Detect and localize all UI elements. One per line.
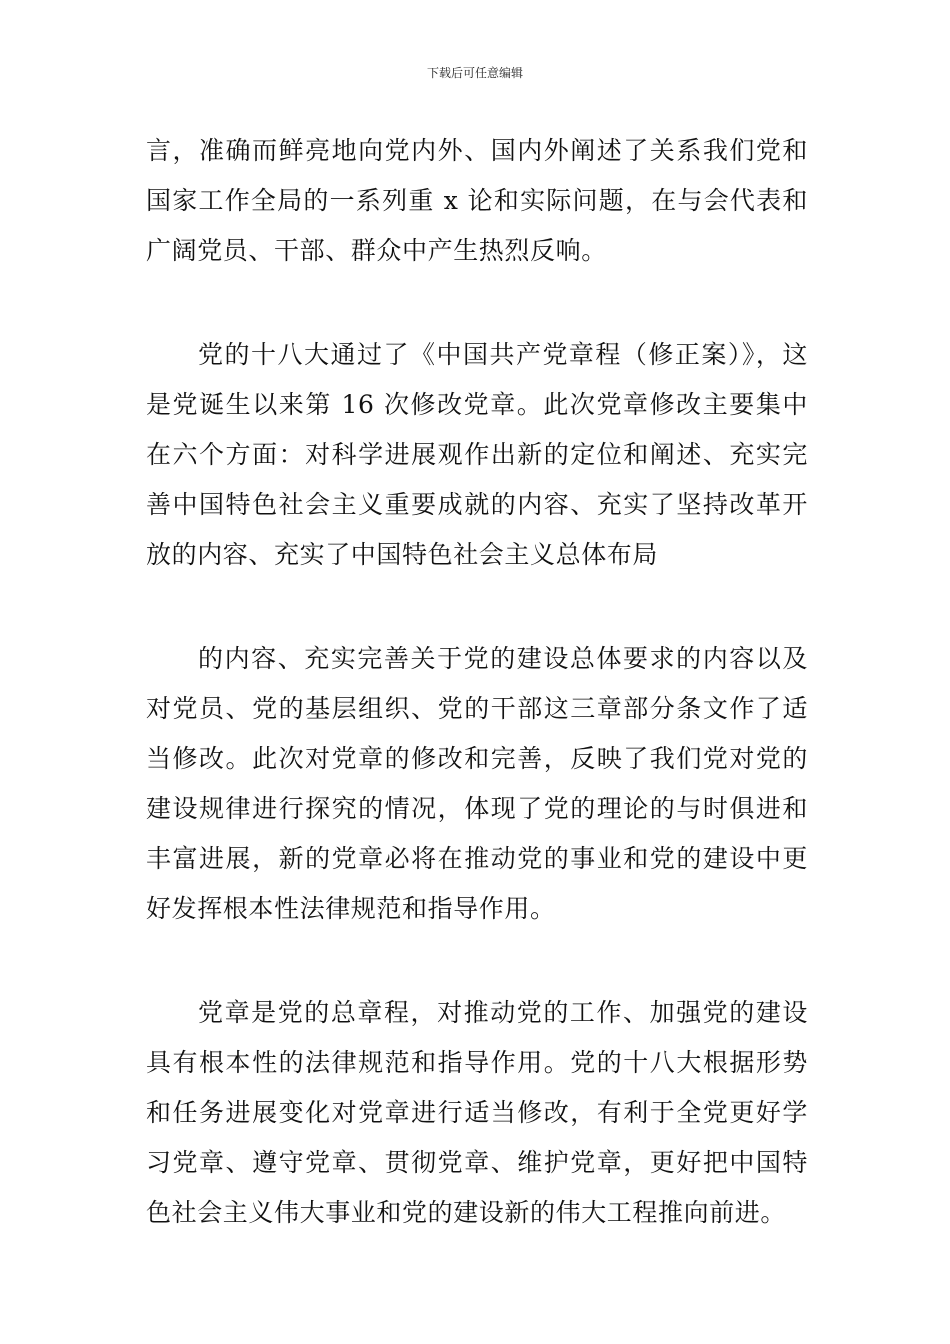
paragraph-3: 的内容、充实完善关于党的建设总体要求的内容以及对党员、党的基层组织、党的干部这三章部分条文作了适当修改。此次对党章的修改和完善，反映了我们党对党的建设规律进行探究的情况，体现了党的理论的与时俱进和丰富进展，新的党章必将在推动党的事业和党的建设中更好发挥根本性法律规范和指导作用。	[146, 644, 808, 923]
paragraph-4: 党章是党的总章程，对推动党的工作、加强党的建设具有根本性的法律规范和指导作用。党的十八大根据形势和任务进展变化对党章进行适当修改，有利于全党更好学习党章、遵守党章、贯彻党章、维护党章，更好把中国特色社会主义伟大事业和党的建设新的伟大工程推向前进。	[146, 998, 808, 1227]
page-header: 下载后可任意编辑	[426, 66, 523, 80]
paragraph-2: 党的十八大通过了《中国共产党章程（修正案）》，这是党诞生以来第 16 次修改党章。此次党章修改主要集中在六个方面：对科学进展观作出新的定位和阐述、充实完善中国特色社会主义重要成就的内容、充实了坚持改革开放的内容、充实了中国特色社会主义总体布局	[146, 340, 808, 569]
paragraph-1: 言，准确而鲜亮地向党内外、国内外阐述了关系我们党和国家工作全局的一系列重 x 论和实际问题，在与会代表和广阔党员、干部、群众中产生热烈反响。	[146, 136, 808, 265]
document-body	[146, 126, 808, 1238]
